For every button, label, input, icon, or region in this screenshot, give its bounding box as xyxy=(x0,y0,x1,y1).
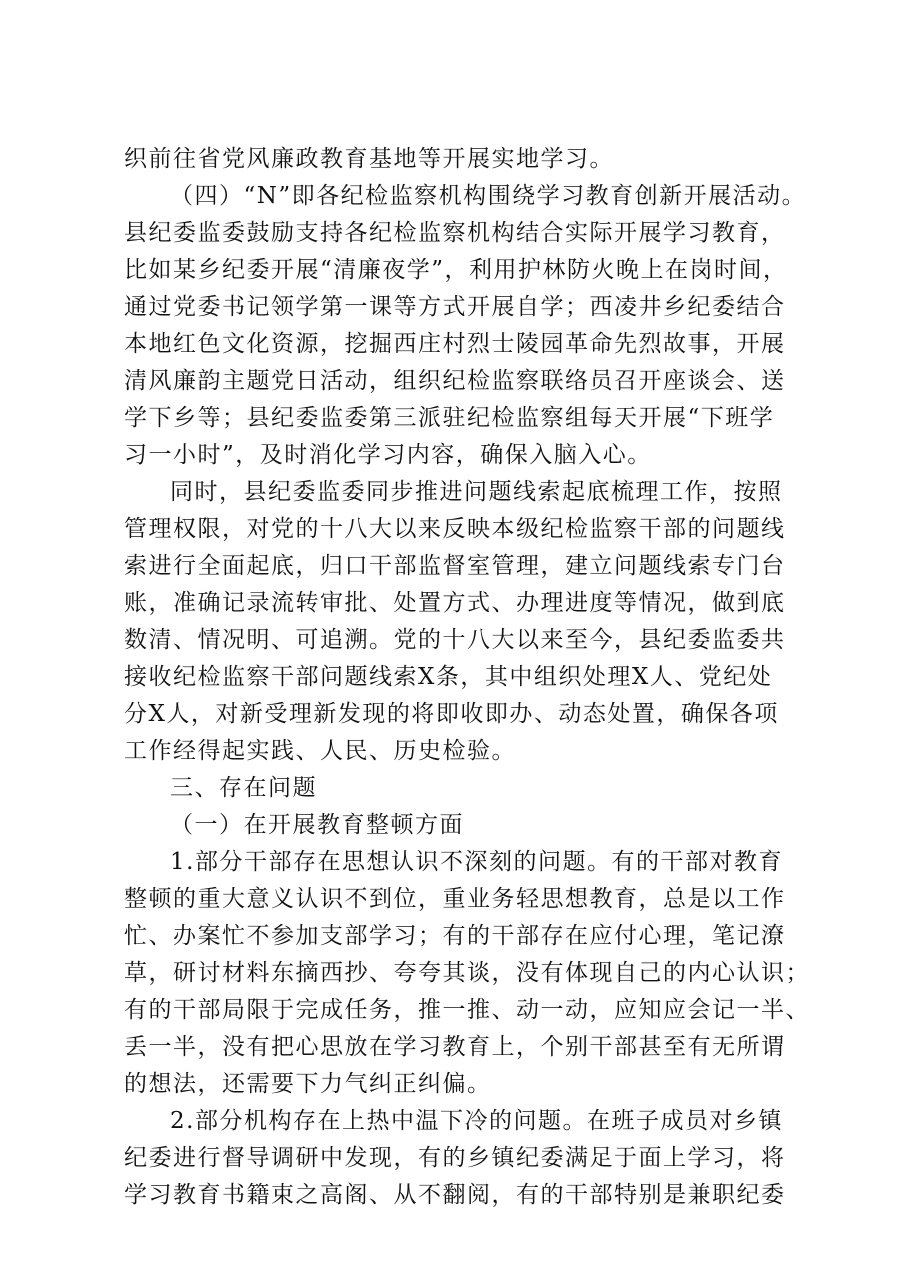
text-line: 通过党委书记领学第一课等方式开展自学；西凌井乡纪委结合 xyxy=(124,294,786,320)
text-line: 忙、办案忙不参加支部学习；有的干部存在应付心理，笔记潦 xyxy=(124,923,786,949)
text-line: 工作经得起实践、人民、历史检验。 xyxy=(124,738,516,764)
text-line: 清风廉韵主题党日活动，组织纪检监察联络员召开座谈会、送 xyxy=(124,368,786,394)
text-line: 草，研讨材料东摘西抄、夸夸其谈，没有体现自己的内心认识； xyxy=(124,960,810,986)
text-line: 分X人，对新受理新发现的将即收即办、动态处置，确保各项 xyxy=(124,701,779,727)
text-line: 有的干部局限于完成任务，推一推、动一动，应知应会记一半、 xyxy=(124,997,810,1023)
text-line: 县纪委监委鼓励支持各纪检监察机构结合实际开展学习教育， xyxy=(124,220,786,246)
text-line: 账，准确记录流转审批、处置方式、办理进度等情况，做到底 xyxy=(124,590,786,616)
text-line: 纪委进行督导调研中发现，有的乡镇纪委满足于面上学习，将 xyxy=(124,1145,786,1171)
text-line: 2.部分机构存在上热中温下冷的问题。在班子成员对乡镇 xyxy=(170,1108,783,1134)
document-body xyxy=(124,141,814,1214)
text-line: 管理权限，对党的十八大以来反映本级纪检监察干部的问题线 xyxy=(124,516,786,542)
document-page xyxy=(124,141,814,1214)
text-line: 数清、情况明、可追溯。党的十八大以来至今，县纪委监委共 xyxy=(124,627,786,653)
text-line: （四）“N”即各纪检监察机构围绕学习教育创新开展活动。 xyxy=(170,183,807,209)
text-line: 1.部分干部存在思想认识不深刻的问题。有的干部对教育 xyxy=(170,849,783,875)
text-line: 接收纪检监察干部问题线索X条，其中组织处理X人、党纪处 xyxy=(124,664,773,690)
text-line: 织前往省党风廉政教育基地等开展实地学习。 xyxy=(124,146,614,172)
text-line: 习一小时”，及时消化学习内容，确保入脑入心。 xyxy=(124,442,652,468)
text-line: （一）在开展教育整顿方面 xyxy=(170,812,464,838)
text-line: 同时，县纪委监委同步推进问题线索起底梳理工作，按照 xyxy=(170,479,783,505)
text-line: 学下乡等；县纪委监委第三派驻纪检监察组每天开展“下班学 xyxy=(124,405,775,431)
text-line: 索进行全面起底，归口干部监督室管理，建立问题线索专门台 xyxy=(124,553,786,579)
text-line: 比如某乡纪委开展“清廉夜学”，利用护林防火晚上在岗时间， xyxy=(124,257,788,283)
text-line: 的想法，还需要下力气纠正纠偏。 xyxy=(124,1071,492,1097)
text-line: 丢一半，没有把心思放在学习教育上，个别干部甚至有无所谓 xyxy=(124,1034,786,1060)
text-line: 学习教育书籍束之高阁、从不翻阅，有的干部特别是兼职纪委 xyxy=(124,1182,786,1208)
text-line: 整顿的重大意义认识不到位，重业务轻思想教育，总是以工作 xyxy=(124,886,786,912)
text-line: 三、存在问题 xyxy=(170,775,317,801)
text-line: 本地红色文化资源，挖掘西庄村烈士陵园革命先烈故事，开展 xyxy=(124,331,786,357)
